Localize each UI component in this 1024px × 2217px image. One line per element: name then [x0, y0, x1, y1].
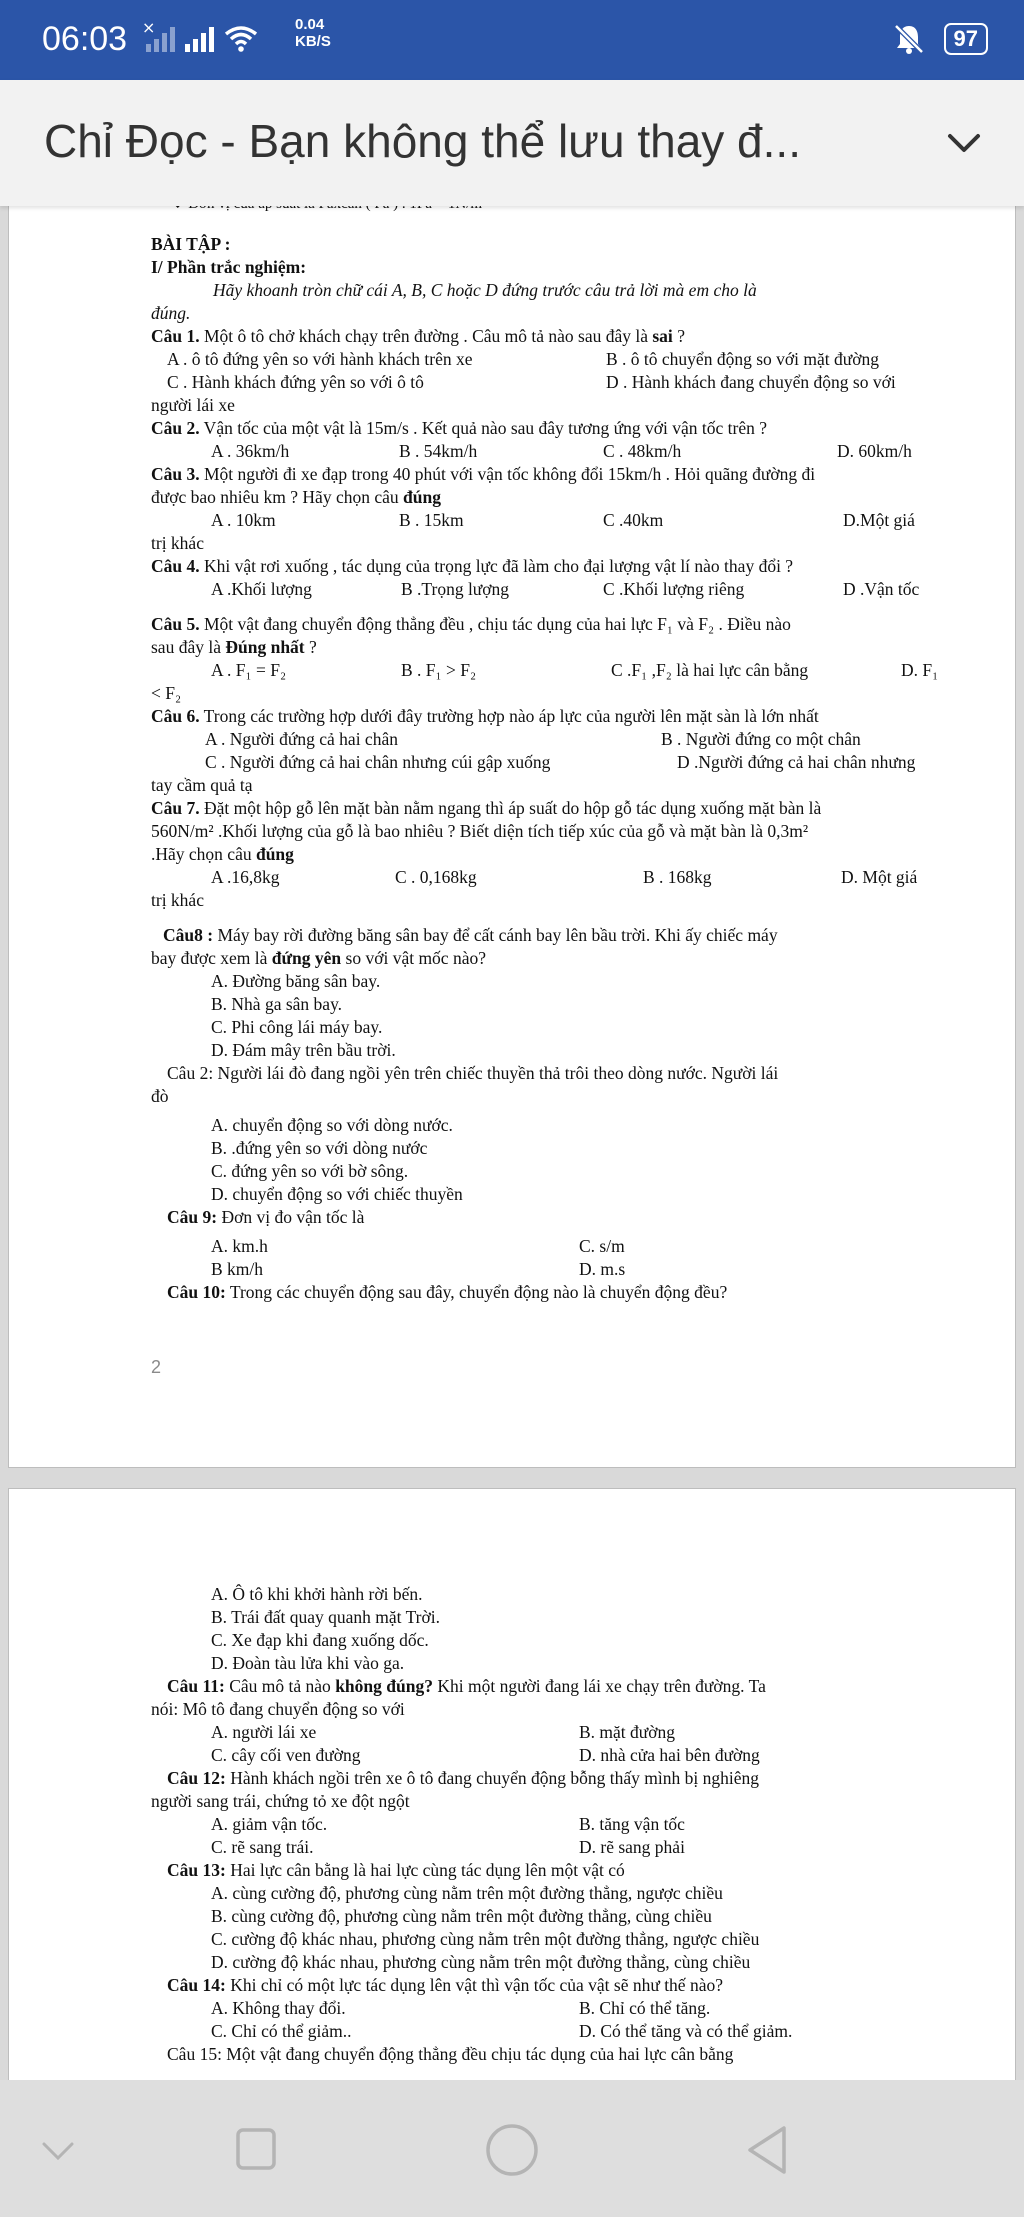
answer: D. Đoàn tàu lửa khi vào ga. — [211, 1653, 405, 1673]
document-viewer[interactable] — [0, 206, 1024, 2080]
recents-icon[interactable] — [226, 2120, 286, 2180]
answer-cont: người lái xe — [151, 395, 235, 415]
answer: A. chuyển động so với dòng nước. — [211, 1115, 453, 1135]
answer-row: A . Người đứng cả hai chân B . Người đứng co một chân — [205, 729, 861, 749]
answer: A. Ô tô khi khởi hành rời bến. — [211, 1584, 423, 1604]
answer: A. cùng cường độ, phương cùng nằm trên một đường thẳng, ngược chiều — [211, 1883, 723, 1903]
question-2b: Câu 2: Người lái đò đang ngồi yên trên chiếc thuyền thả trôi theo dòng nước. Người lái — [167, 1063, 779, 1083]
signal-sim1-icon: × — [146, 26, 175, 52]
answer: A. Đường băng sân bay. — [211, 971, 381, 991]
network-speed: 0.04 KB/S — [295, 16, 331, 50]
document-title[interactable]: Chỉ Đọc - Bạn không thể lưu thay đ... — [44, 115, 801, 167]
question-8: Câu8 : Máy bay rời đường băng sân bay để cất cánh bay lên bầu trời. Khi ấy chiếc máy — [163, 925, 778, 945]
answer-row: A. km.h C. s/m — [211, 1236, 625, 1256]
answer: C. Phi công lái máy bay. — [211, 1017, 383, 1037]
answer-cont: tay cầm quả tạ — [151, 775, 253, 795]
answer: B. .đứng yên so với dòng nước — [211, 1138, 428, 1158]
question-10: Câu 10: Trong các chuyển động sau đây, chuyển động nào là chuyển động đều? — [167, 1282, 728, 1302]
navigation-bar — [0, 2080, 1024, 2217]
answer-row: C. cây cối ven đường D. nhà cửa hai bên đường — [211, 1745, 760, 1765]
answer-row: C. Chỉ có thể giảm.. D. Có thể tăng và có thể giảm. — [211, 2021, 793, 2041]
signal-sim2-icon — [185, 26, 214, 52]
instruction-cont: đúng. — [151, 303, 191, 323]
answer: D. Đám mây trên bầu trời. — [211, 1040, 396, 1060]
document-title-bar — [0, 80, 1024, 206]
page-1-content: BÀI TẬP : I/ Phần trắc nghiệm: Hãy khoanh tròn chữ cái A, B, C hoặc D đứng trước câu trả lời mà em cho là đúng. Câu 1. Một ô tô chở khách chạy trên đường . Câu mô tả nào sau đây là sai ? A . ô tô đứng yên so với hành khách trên xe B . ô tô chuyển động so với mặt đường C . Hành khách đứng yên so với ô tô D . Hành khách đang chuyển động so với người lái xe Câu 2. Vận tốc của một vật là 15m/s . Kết quả nào sau đây tương ứng với vận tốc trên ? A . 36km/h B . 54km/h C . 48km/h D. 60km/h Câu 3. Một người đi xe đạp trong 40 phút với vận tốc không đổi 15km/h . Hỏi quãng đường đi được bao nhiêu km ? Hãy chọn câu đúng A . 10km B . 15km C .40km D.Một giá trị khác Câu 4. Khi vật rơi xuống , tác dụng của trọng lực đã làm cho đại lượng vật lí nào thay đổi ? A .Khối lượng B .Trọng lượng C .Khối lượng riêng D .Vận tốc Câu 5. Một vật đang chuyển động thẳng đều , chịu tác dụng của hai lực F₁ và F₂ . Điều nào sau đây là Đúng nhất ? A . F₁ = F₂ B . F₁ > F₂ C .F₁ ,F₂ là hai lực cân bằng D. F₁ < F₂ Câu 6. Trong các trường hợp dưới đây trường hợp nào áp lực của người lên mặt sàn là lớn nhất A . Người đứng cả hai chân B . Người đứng co một chân C . Người đứng cả hai chân nhưng cúi gập xuống D .Người đứng cả hai chân nhưng tay cầm quả tạ Câu 7. Đặt một hộp gỗ lên mặt bàn nằm ngang thì áp suất do hộp gỗ tác dụng xuống mặt bàn là 560N/m² .Khối lượng của gỗ là bao nhiêu ? Biết diện tích tiếp xúc của gỗ và mặt bàn là 0,3m² .Hãy chọn câu đúng A .16,8kg C . 0,168kg B . 168kg D. Một giá trị khác Câu8 : Máy bay rời đường băng sân bay để cất cánh bay lên bầu trời. Khi ấy chiếc máy bay được xem là đứng yên so với vật mốc nào? A. Đường băng sân bay. B. Nhà ga sân bay. C. Phi công lái máy bay. D. Đám mây trên bầu trời. Câu 2: Người lái đò đang ngồi yên trên chiếc thuyền thả trôi theo dòng nước. Người lái đò A. chuyển động so với dòng nước. B. .đứng yên so với dòng nước C. đứng yên so với bờ sông. D. chuyển động so với chiếc thuyền Câu 9: Đơn vị đo vận tốc là A. km.h C. s/m B km/h D. m.s Câu 10: Trong các chuyển động sau đây, chuyển động nào là chuyển động đều? — [151, 197, 957, 1304]
question-2: Câu 2. Vận tốc của một vật là 15m/s . Kết quả nào sau đây tương ứng với vận tốc trên ? — [151, 418, 767, 438]
document-page-1 — [8, 196, 1016, 1468]
answer: C. cường độ khác nhau, phương cùng nằm trên một đường thẳng, ngược chiều — [211, 1929, 760, 1949]
answer-row: C . Người đứng cả hai chân nhưng cúi gập xuống D .Người đứng cả hai chân nhưng — [205, 752, 916, 772]
answer-row: A .Khối lượng B .Trọng lượng C .Khối lượng riêng D .Vận tốc — [211, 579, 920, 599]
wifi-icon — [224, 24, 258, 52]
hide-keyboard-icon[interactable] — [28, 2120, 88, 2180]
question-14: Câu 14: Khi chỉ có một lực tác dụng lên vật thì vận tốc của vật sẽ như thế nào? — [167, 1975, 723, 1995]
answer: D. chuyển động so với chiếc thuyền — [211, 1184, 463, 1204]
document-page-2 — [8, 1488, 1016, 2108]
answer-cont: trị khác — [151, 533, 204, 553]
answer-cont: trị khác — [151, 890, 204, 910]
question-15-cut: Câu 15: Một vật đang chuyển động thẳng đều chịu tác dụng của hai lực cân bằng — [167, 2044, 734, 2064]
page-number: 2 — [151, 1357, 162, 1377]
answer-row: A . 36km/h B . 54km/h C . 48km/h D. 60km/h — [211, 441, 912, 461]
question-11: Câu 11: Câu mô tả nào không đúng? Khi một người đang lái xe chạy trên đường. Ta — [167, 1676, 766, 1696]
status-bar — [0, 0, 1024, 80]
question-7: Câu 7. Đặt một hộp gỗ lên mặt bàn nằm ngang thì áp suất do hộp gỗ tác dụng xuống mặt bàn là — [151, 798, 822, 818]
answer: B. cùng cường độ, phương cùng nằm trên một đường thẳng, cùng chiều — [211, 1906, 712, 1926]
answer-cont: < F₂ — [151, 683, 182, 703]
battery-indicator: 97 — [944, 23, 988, 55]
question-1: Câu 1. Một ô tô chở khách chạy trên đường . Câu mô tả nào sau đây là sai ? — [151, 326, 685, 346]
question-12: Câu 12: Hành khách ngồi trên xe ô tô đang chuyển động bỗng thấy mình bị nghiêng — [167, 1768, 759, 1788]
clock: 06:03 — [42, 20, 128, 58]
answer-row: C. rẽ sang trái. D. rẽ sang phải — [211, 1837, 685, 1857]
answer-row: A. người lái xe B. mặt đường — [211, 1722, 676, 1742]
part-heading: I/ Phần trắc nghiệm: — [151, 257, 307, 277]
answer-row: A . 10km B . 15km C .40km D.Một giá — [211, 510, 915, 530]
mute-bell-icon — [892, 22, 926, 56]
question-6: Câu 6. Trong các trường hợp dưới đây trường hợp nào áp lực của người lên mặt sàn là lớn nhất — [151, 706, 819, 726]
question-4: Câu 4. Khi vật rơi xuống , tác dụng của trọng lực đã làm cho đại lượng vật lí nào thay đổi ? — [151, 556, 794, 576]
answer-row: A. Không thay đổi. B. Chỉ có thể tăng. — [211, 1998, 711, 2018]
answer: C. Xe đạp khi đang xuống dốc. — [211, 1630, 429, 1650]
answer-row: A .16,8kg C . 0,168kg B . 168kg D. Một giá — [211, 867, 918, 887]
question-9: Câu 9: Đơn vị đo vận tốc là — [167, 1207, 365, 1227]
status-icons — [142, 18, 258, 52]
back-icon[interactable] — [738, 2120, 798, 2180]
answer: B. Nhà ga sân bay. — [211, 994, 343, 1014]
answer: C. đứng yên so với bờ sông. — [211, 1161, 409, 1181]
instruction: Hãy khoanh tròn chữ cái A, B, C hoặc D đứng trước câu trả lời mà em cho là — [213, 280, 757, 300]
question-13: Câu 13: Hai lực cân bằng là hai lực cùng tác dụng lên một vật có — [167, 1860, 625, 1880]
answer: D. cường độ khác nhau, phương cùng nằm trên một đường thẳng, cùng chiều — [211, 1952, 751, 1972]
page-2-content: A. Ô tô khi khởi hành rời bến. B. Trái đất quay quanh mặt Trời. C. Xe đạp khi đang xuống dốc. D. Đoàn tàu lửa khi vào ga. Câu 11: Câu mô tả nào không đúng? Khi một người đang lái xe chạy trên đường. Ta nói: Mô tô đang chuyển động so với A. người lái xe B. mặt đường C. cây cối ven đường D. nhà cửa hai bên đường Câu 12: Hành khách ngồi trên xe ô tô đang chuyển động bỗng thấy mình bị nghiêng người sang trái, chứng tỏ xe đột ngột A. giảm vận tốc. B. tăng vận tốc C. rẽ sang trái. D. rẽ sang phải Câu 13: Hai lực cân bằng là hai lực cùng tác dụng lên một vật có A. cùng cường độ, phương cùng nằm trên một đường thẳng, ngược chiều B. cùng cường độ, phương cùng nằm trên một đường thẳng, cùng chiều C. cường độ khác nhau, phương cùng nằm trên một đường thẳng, ngược chiều D. cường độ khác nhau, phương cùng nằm trên một đường thẳng, cùng chiều Câu 14: Khi chỉ có một lực tác dụng lên vật thì vận tốc của vật sẽ như thế nào? A. Không thay đổi. B. Chỉ có thể tăng. C. Chỉ có thể giảm.. D. Có thể tăng và có thể giảm. Câu 15: Một vật đang chuyển động thẳng đều chịu tác dụng của hai lực cân bằng — [151, 1583, 957, 2066]
chevron-down-icon[interactable] — [942, 124, 986, 164]
answer-row: A. giảm vận tốc. B. tăng vận tốc — [211, 1814, 685, 1834]
answer-row: C . Hành khách đứng yên so với ô tô D . Hành khách đang chuyển động so với — [167, 372, 896, 392]
home-icon[interactable] — [482, 2120, 542, 2180]
answer-row: B km/h D. m.s — [211, 1259, 626, 1279]
answer-row: A . F₁ = F₂ B . F₁ > F₂ C .F₁ ,F₂ là hai lực cân bằng D. F₁ — [211, 660, 939, 680]
question-5: Câu 5. Một vật đang chuyển động thẳng đều , chịu tác dụng của hai lực F₁ và F₂ . Điều nào — [151, 614, 791, 634]
question-3: Câu 3. Một người đi xe đạp trong 40 phút với vận tốc không đổi 15km/h . Hỏi quãng đường đi — [151, 464, 816, 484]
answer: B. Trái đất quay quanh mặt Trời. — [211, 1607, 440, 1627]
section-heading: BÀI TẬP : — [151, 234, 231, 254]
answer-row: A . ô tô đứng yên so với hành khách trên xe B . ô tô chuyển động so với mặt đường — [167, 349, 879, 369]
